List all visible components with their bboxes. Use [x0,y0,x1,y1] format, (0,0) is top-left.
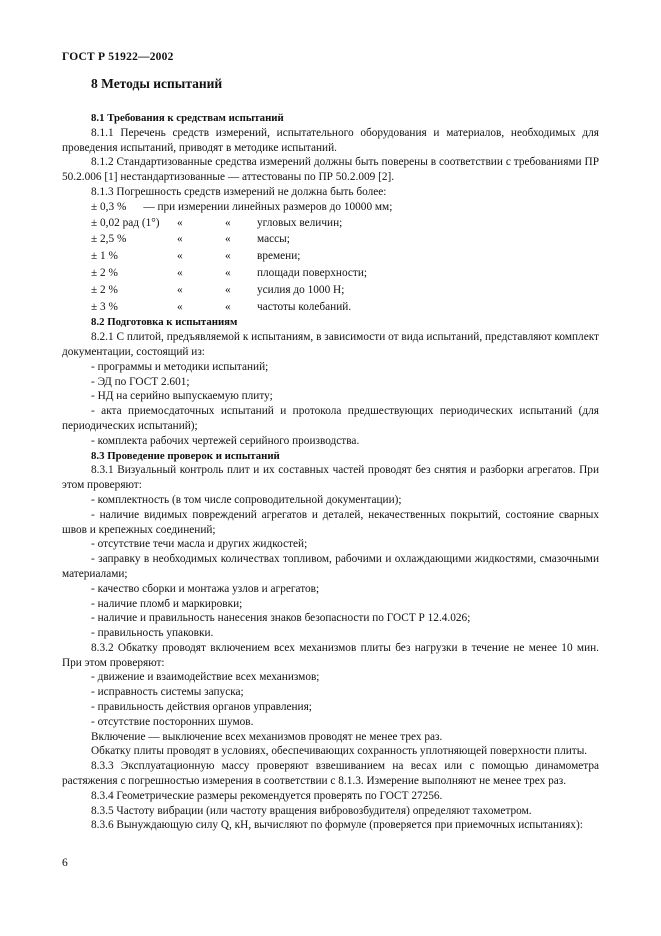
paragraph-8-1-1: 8.1.1 Перечень средств измерений, испытательного оборудования и материалов, необходимых для проведения испытаний, приводят в методике испытаний. [62,126,599,154]
tolerance-value: ± 2 % [91,266,118,279]
ditto-mark: « [177,266,183,279]
ditto-mark: « [225,233,231,246]
visual-check-list [62,493,599,641]
paragraph-8-1-2: 8.1.2 Стандартизованные средства измерений должны быть поверены в соответствии с требованиями ПР 50.2.006 [1] нестандартизованные — аттестованы по ПР 50.2.009 [2]. [62,156,599,184]
list-item: - комплекта рабочих чертежей серийного производства. [91,434,360,447]
subsection-title-8-2: 8.2 Подготовка к испытаниям [91,316,238,329]
ditto-mark: « [177,216,183,229]
paragraph-switching: Включение — выключение всех механизмов проводят не менее трех раз. [91,730,443,743]
tolerance-value: ± 2 % [91,283,118,296]
paragraph-8-3-1: 8.3.1 Визуальный контроль плит и их составных частей проводят без снятия и разборки агрегатов. При этом проверяют: [62,464,599,492]
tolerance-row [91,265,599,282]
tolerance-value: ± 3 % [91,300,118,313]
list-item: - отсутствие посторонних шумов. [91,715,254,728]
page-number: 6 [62,857,68,869]
ditto-mark: « [225,216,231,229]
tolerance-list [62,215,599,316]
document-header: ГОСТ Р 51922—2002 [62,51,174,63]
list-item: - заправку в необходимых количествах топливом, рабочими и охлаждающими жидкостями, смазочными материалами; [62,553,599,580]
ditto-mark: « [225,300,231,313]
list-item: - движение и взаимодействие всех механизмов; [91,671,320,684]
paragraph-8-3-3: 8.3.3 Эксплуатационную массу проверяют взвешиванием на весах или с помощью динамометра растяжения с погрешностью измерения в соответствии с 8.1.3. Измерение выполняют не менее трех раз. [62,760,599,788]
ditto-mark: « [225,283,231,296]
paragraph-8-3-4: 8.3.4 Геометрические размеры рекомендуется проверять по ГОСТ 27256. [91,789,443,802]
list-item: - исправность системы запуска; [91,686,244,699]
ditto-mark: « [177,300,183,313]
tolerance-row [91,282,599,299]
ditto-mark: « [225,250,231,263]
tolerance-value: ± 2,5 % [91,233,127,246]
ditto-mark: « [225,266,231,279]
tolerance-row [91,248,599,265]
list-item: - отсутствие течи масла и других жидкостей; [91,538,308,551]
paragraph-run-in-conditions: Обкатку плиты проводят в условиях, обеспечивающих сохранность уплотняющей поверхности плиты. [91,745,588,758]
list-item: - программы и методики испытаний; [91,360,269,373]
tolerance-quantity: угловых величин; [257,216,343,229]
ditto-mark: « [177,283,183,296]
list-item: - наличие и правильность нанесения знаков безопасности по ГОСТ Р 12.4.026; [91,612,471,625]
ditto-mark: « [177,233,183,246]
list-item: - НД на серийно выпускаемую плиту; [91,390,273,403]
ditto-mark: « [177,250,183,263]
tolerance-quantity: массы; [257,233,290,246]
list-item: - правильность действия органов управления; [91,701,312,714]
subsection-title-8-1: 8.1 Требования к средствам испытаний [91,112,284,124]
tolerance-value: ± 0,02 рад (1°) [91,216,160,229]
paragraph-8-3-6: 8.3.6 Вынуждающую силу Q, кН, вычисляют по формуле (проверяется при приемочных испытаниях): [91,819,583,832]
tolerance-value: ± 1 % [91,250,118,263]
list-item: - качество сборки и монтажа узлов и агрегатов; [91,582,320,595]
tolerance-row-first: ± 0,3 % — при измерении линейных размеров до 10000 мм; [91,200,393,213]
tolerance-quantity: частоты колебаний. [257,300,352,313]
tolerance-row [91,299,599,316]
run-in-check-list [62,670,599,729]
list-item: - ЭД по ГОСТ 2.601; [91,375,190,388]
list-item: - наличие видимых повреждений агрегатов и деталей, некачественных покрытий, состояние сварных швов и крепежных соединений; [62,508,599,536]
tolerance-quantity: усилия до 1000 Н; [257,283,345,296]
documentation-list [62,360,599,449]
paragraph-8-2-1: 8.2.1 С плитой, предъявляемой к испытаниям, в зависимости от вида испытаний, представляют комплект документации, состоящий из: [62,331,599,358]
paragraph-8-3-2: 8.3.2 Обкатку проводят включением всех механизмов плиты без нагрузки в течение не менее 10 мин. При этом проверяют: [62,641,599,669]
list-item: - правильность упаковки. [91,627,214,640]
document-body [62,111,599,833]
tolerance-quantity: площади поверхности; [257,266,368,279]
paragraph-8-1-3: 8.1.3 Погрешность средств измерений не должна быть более: [91,185,387,198]
list-item: - комплектность (в том числе сопроводительной документации); [91,493,402,506]
tolerance-row [91,215,599,232]
section-title: 8 Методы испытаний [91,76,223,91]
tolerance-quantity: времени; [257,250,301,263]
paragraph-8-3-5: 8.3.5 Частоту вибрации (или частоту вращения вибровозбудителя) определяют тахометром. [91,804,532,817]
list-item: - акта приемосдаточных испытаний и протокола предшествующих периодических испытаний (для периодических испытаний); [62,405,599,432]
subsection-title-8-3: 8.3 Проведение проверок и испытаний [91,449,280,462]
tolerance-row [91,231,599,248]
list-item: - наличие пломб и маркировки; [91,597,243,610]
